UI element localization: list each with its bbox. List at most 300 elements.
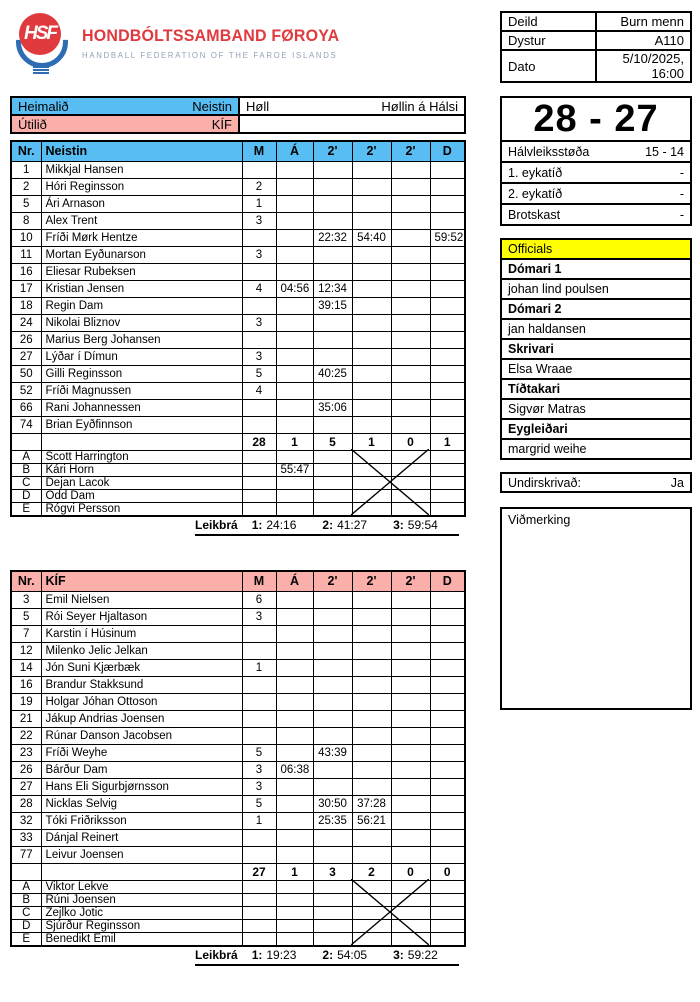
player-row-s3 (391, 778, 430, 795)
column-header-s1: 2' (313, 141, 352, 161)
bench-row-name: Odd Dam (41, 489, 242, 502)
player-row-s3 (391, 297, 430, 314)
player-row-name: Rúnar Danson Jacobsen (41, 727, 242, 744)
totals-row-s2: 1 (352, 433, 391, 450)
player-row-name: Fríði Weyhe (41, 744, 242, 761)
player-row-name: Tóki Friðriksson (41, 812, 242, 829)
player-row-name: Alex Trent (41, 212, 242, 229)
player-row-nr: 5 (11, 195, 41, 212)
player-row-s3 (391, 608, 430, 625)
period-2-time: 54:05 (337, 948, 368, 962)
official-name: margrid weihe (508, 442, 587, 456)
player-row-s3 (391, 229, 430, 246)
column-header-nr: Nr. (11, 571, 41, 591)
player-row-d (430, 314, 465, 331)
bench-row-s1 (313, 502, 352, 516)
column-header-name: KÍF (41, 571, 242, 591)
bench-row-d (430, 476, 465, 489)
bench-row-s1 (313, 880, 352, 893)
player-row-m: 3 (242, 212, 276, 229)
player-row-m: 5 (242, 795, 276, 812)
player-row-s2 (352, 744, 391, 761)
remarks-label: Viðmerking (508, 513, 571, 527)
player-row-name: Brian Eyðfinnson (41, 416, 242, 433)
player-row-name: Bárður Dam (41, 761, 242, 778)
player-row-m: 1 (242, 659, 276, 676)
player-row-nr: 27 (11, 778, 41, 795)
info-value: Burn menn (596, 12, 691, 31)
player-row-s2 (352, 297, 391, 314)
player-row-s1 (313, 625, 352, 642)
period-3-label: 3: (393, 948, 404, 962)
player-row-s3 (391, 365, 430, 382)
halftime-row (502, 142, 690, 163)
bench-row (11, 893, 465, 906)
totals-row-s3: 0 (391, 863, 430, 880)
player-row-s1: 39:15 (313, 297, 352, 314)
bench-row-s1 (313, 919, 352, 932)
player-row-s3 (391, 642, 430, 659)
player-row-d (430, 761, 465, 778)
player-row-nr: 74 (11, 416, 41, 433)
signed-label: Undirskrivað: (508, 475, 581, 490)
hall-empty-cell (239, 115, 465, 133)
official-name: johan lind poulsen (502, 280, 690, 300)
player-row-s3 (391, 212, 430, 229)
bench-row (11, 932, 465, 946)
player-row-m (242, 693, 276, 710)
bench-row (11, 476, 465, 489)
player-row-s3 (391, 659, 430, 676)
totals-row-a: 1 (276, 433, 313, 450)
info-value: 5/10/2025, 16:00 (596, 50, 691, 82)
player-row-name: Regin Dam (41, 297, 242, 314)
player-row-s1: 22:32 (313, 229, 352, 246)
period-1-label: 1: (251, 948, 263, 962)
totals-row-s2: 2 (352, 863, 391, 880)
player-row-a (276, 727, 313, 744)
roster-header-row (11, 571, 465, 591)
penalty-value: - (679, 207, 684, 222)
bench-row-s3 (391, 906, 430, 919)
player-row-s1 (313, 591, 352, 608)
player-row-s1 (313, 263, 352, 280)
leikbra-label: Leikbrá (195, 518, 238, 532)
player-row-nr: 33 (11, 829, 41, 846)
bench-row-s3 (391, 502, 430, 516)
player-row-d (430, 280, 465, 297)
player-row-m: 1 (242, 812, 276, 829)
player-row-name: Gilli Reginsson (41, 365, 242, 382)
bench-row-m (242, 476, 276, 489)
hall-label: Høll (246, 98, 270, 114)
player-row-s1: 43:39 (313, 744, 352, 761)
totals-row-a: 1 (276, 863, 313, 880)
bench-row-s3 (391, 450, 430, 463)
player-row-d (430, 846, 465, 863)
player-row-a (276, 778, 313, 795)
player-row-m: 6 (242, 591, 276, 608)
player-row-a (276, 693, 313, 710)
player-row-s3 (391, 331, 430, 348)
player-row-s2 (352, 727, 391, 744)
player-row-s2 (352, 778, 391, 795)
player-row-nr: 12 (11, 642, 41, 659)
player-row-m (242, 846, 276, 863)
player-row-s1 (313, 382, 352, 399)
player-row (11, 246, 465, 263)
player-row-s2 (352, 761, 391, 778)
player-row-nr: 27 (11, 348, 41, 365)
player-row-a (276, 710, 313, 727)
player-row-nr: 24 (11, 314, 41, 331)
player-row-nr: 18 (11, 297, 41, 314)
player-row-s1 (313, 659, 352, 676)
player-row-s1 (313, 331, 352, 348)
player-row-s1: 12:34 (313, 280, 352, 297)
column-header-s2: 2' (352, 571, 391, 591)
player-row-d (430, 608, 465, 625)
logo-basket-shape (33, 66, 49, 74)
home-row (11, 97, 465, 115)
player-row-a (276, 178, 313, 195)
player-row-m: 3 (242, 314, 276, 331)
player-row-s2 (352, 365, 391, 382)
away-roster (10, 570, 464, 966)
player-row-m (242, 399, 276, 416)
player-row-s1 (313, 761, 352, 778)
player-row (11, 178, 465, 195)
player-row-d (430, 693, 465, 710)
player-row (11, 280, 465, 297)
player-row-s2: 56:21 (352, 812, 391, 829)
player-row-m (242, 829, 276, 846)
bench-row-nr: A (11, 880, 41, 893)
bench-row-a: 55:47 (276, 463, 313, 476)
home-period-scores (195, 517, 459, 536)
halftime-label: Hálvleiksstøða (508, 144, 590, 159)
bench-row-a (276, 880, 313, 893)
player-row-name: Leivur Joensen (41, 846, 242, 863)
signed-box (500, 472, 692, 493)
player-row-m: 2 (242, 178, 276, 195)
period-2-label: 2: (322, 948, 334, 962)
match-info-table (500, 11, 692, 83)
player-row-a (276, 297, 313, 314)
official-role: Eygleiðari (502, 420, 690, 440)
column-header-a: Á (276, 141, 313, 161)
player-row-d (430, 246, 465, 263)
player-row (11, 846, 465, 863)
player-row-s3 (391, 829, 430, 846)
player-row-s3 (391, 812, 430, 829)
bench-row-d (430, 932, 465, 946)
player-row-d (430, 625, 465, 642)
player-row (11, 161, 465, 178)
player-row-nr: 50 (11, 365, 41, 382)
bench-row-m (242, 919, 276, 932)
player-row (11, 608, 465, 625)
player-row-name: Dánjal Reinert (41, 829, 242, 846)
player-row-name: Milenko Jelic Jelkan (41, 642, 242, 659)
player-row-s1 (313, 676, 352, 693)
bench-row-nr: E (11, 932, 41, 946)
player-row-name: Rói Seyer Hjaltason (41, 608, 242, 625)
player-row-nr: 5 (11, 608, 41, 625)
player-row (11, 642, 465, 659)
player-row (11, 195, 465, 212)
player-row-s2 (352, 591, 391, 608)
player-row-s3 (391, 348, 430, 365)
player-row-m: 3 (242, 348, 276, 365)
player-row-s2 (352, 710, 391, 727)
official-name: jan haldansen (502, 320, 690, 340)
bench-row-s2 (352, 463, 391, 476)
player-row-m: 4 (242, 382, 276, 399)
bench-row-s3 (391, 932, 430, 946)
bench-row-name: Sjúrður Reginsson (41, 919, 242, 932)
bench-row-name: Benedikt Emil (41, 932, 242, 946)
player-row-name: Nicklas Selvig (41, 795, 242, 812)
player-row-a (276, 795, 313, 812)
bench-row-s1 (313, 906, 352, 919)
totals-row-s1: 3 (313, 863, 352, 880)
player-row-s1 (313, 608, 352, 625)
info-row-deild (501, 12, 691, 31)
bench-row-m (242, 502, 276, 516)
info-row-dato (501, 50, 691, 82)
player-row-nr: 10 (11, 229, 41, 246)
player-row (11, 591, 465, 608)
bench-row-s2 (352, 919, 391, 932)
player-row-d (430, 744, 465, 761)
bench-row-m (242, 880, 276, 893)
player-row-d (430, 829, 465, 846)
player-row-s1 (313, 710, 352, 727)
bench-row (11, 906, 465, 919)
player-row-nr: 23 (11, 744, 41, 761)
official-role: Dómari 2 (502, 300, 690, 320)
bench-row-d (430, 463, 465, 476)
column-header-s1: 2' (313, 571, 352, 591)
player-row-s3 (391, 591, 430, 608)
info-label: Dystur (501, 31, 596, 50)
totals-row (11, 433, 465, 450)
player-row (11, 331, 465, 348)
player-row-s2 (352, 178, 391, 195)
bench-row-d (430, 919, 465, 932)
player-row (11, 212, 465, 229)
player-row-s3 (391, 727, 430, 744)
player-row-s1 (313, 846, 352, 863)
bench-row-s3 (391, 919, 430, 932)
info-value: A110 (596, 31, 691, 50)
player-row-s2: 37:28 (352, 795, 391, 812)
home-team-name: Neistin (192, 98, 232, 114)
bench-row-a (276, 932, 313, 946)
player-row-a (276, 416, 313, 433)
totals-row-name (41, 433, 242, 450)
player-row-a (276, 382, 313, 399)
column-header-d: D (430, 571, 465, 591)
column-header-a: Á (276, 571, 313, 591)
player-row-d (430, 795, 465, 812)
bench-row-a (276, 919, 313, 932)
bench-row-m (242, 906, 276, 919)
player-row-a (276, 348, 313, 365)
hall-name: Høllin á Hálsi (381, 98, 458, 114)
player-row-a: 06:38 (276, 761, 313, 778)
totals-row-nr (11, 863, 41, 880)
player-row-nr: 19 (11, 693, 41, 710)
player-row (11, 297, 465, 314)
player-row-s2 (352, 161, 391, 178)
player-row-nr: 17 (11, 280, 41, 297)
bench-row-nr: A (11, 450, 41, 463)
player-row-nr: 3 (11, 591, 41, 608)
bench-row-s3 (391, 489, 430, 502)
player-row-s1 (313, 195, 352, 212)
player-row-s2 (352, 399, 391, 416)
match-info-box (500, 11, 692, 83)
bench-row-s1 (313, 893, 352, 906)
totals-row-d: 1 (430, 433, 465, 450)
player-row-nr: 11 (11, 246, 41, 263)
player-row-d (430, 365, 465, 382)
overtime2-label: 2. eykatíð (508, 186, 563, 201)
info-row-dystur (501, 31, 691, 50)
player-row (11, 659, 465, 676)
player-row (11, 382, 465, 399)
player-row-s2 (352, 676, 391, 693)
player-row-s3 (391, 625, 430, 642)
bench-row-s2 (352, 502, 391, 516)
player-row-s1 (313, 727, 352, 744)
player-row-s1 (313, 642, 352, 659)
player-row-nr: 7 (11, 625, 41, 642)
player-row-m (242, 331, 276, 348)
bench-row-s3 (391, 880, 430, 893)
info-label: Dato (501, 50, 596, 82)
column-header-nr: Nr. (11, 141, 41, 161)
player-row-s1 (313, 246, 352, 263)
column-header-s3: 2' (391, 571, 430, 591)
column-header-s3: 2' (391, 141, 430, 161)
player-row (11, 416, 465, 433)
player-row-a (276, 263, 313, 280)
player-row-d (430, 727, 465, 744)
player-row-s2 (352, 693, 391, 710)
player-row-d (430, 416, 465, 433)
bench-row-name: Rógvi Persson (41, 502, 242, 516)
bench-row-m (242, 489, 276, 502)
player-row-d (430, 642, 465, 659)
player-row-m: 1 (242, 195, 276, 212)
player-row-nr: 21 (11, 710, 41, 727)
player-row-m (242, 676, 276, 693)
bench-row-nr: C (11, 906, 41, 919)
bench-row-a (276, 893, 313, 906)
bench-row-d (430, 880, 465, 893)
player-row-m (242, 297, 276, 314)
player-row-name: Brandur Stakksund (41, 676, 242, 693)
player-row-s1 (313, 416, 352, 433)
player-row-a (276, 608, 313, 625)
player-row-name: Mikkjal Hansen (41, 161, 242, 178)
overtime1-label: 1. eykatíð (508, 165, 563, 180)
penalty-label: Brotskast (508, 207, 561, 222)
player-row-s3 (391, 676, 430, 693)
player-row-s1: 35:06 (313, 399, 352, 416)
player-row (11, 348, 465, 365)
player-row-a (276, 642, 313, 659)
totals-row-d: 0 (430, 863, 465, 880)
bench-row-s2 (352, 893, 391, 906)
player-row-m: 3 (242, 778, 276, 795)
bench-row (11, 450, 465, 463)
player-row-d (430, 331, 465, 348)
overtime1-value: - (679, 165, 684, 180)
player-row-a (276, 829, 313, 846)
bench-row-name: Rúni Joensen (41, 893, 242, 906)
player-row-name: Eliesar Rubeksen (41, 263, 242, 280)
player-row-a: 04:56 (276, 280, 313, 297)
logo-ball: HSF (19, 13, 61, 55)
official-name: Sigvør Matras (502, 400, 690, 420)
player-row-a (276, 591, 313, 608)
home-label: Heimalið (18, 98, 69, 114)
column-header-m: M (242, 571, 276, 591)
player-row-name: Lýðar í Dímun (41, 348, 242, 365)
column-header-m: M (242, 141, 276, 161)
federation-subtitle: HANDBALL FEDERATION OF THE FAROE ISLANDS (82, 51, 338, 60)
player-row-name: Hóri Reginsson (41, 178, 242, 195)
player-row (11, 365, 465, 382)
player-row-s2 (352, 314, 391, 331)
totals-row (11, 863, 465, 880)
player-row-a (276, 676, 313, 693)
player-row (11, 795, 465, 812)
official-role: Skrivari (502, 340, 690, 360)
bench-row-m (242, 932, 276, 946)
player-row-s1 (313, 778, 352, 795)
player-row-s3 (391, 280, 430, 297)
bench-row-name: Dejan Lacok (41, 476, 242, 489)
player-row-name: Nikolai Bliznov (41, 314, 242, 331)
bench-row (11, 880, 465, 893)
player-row-s3 (391, 246, 430, 263)
player-row-a (276, 331, 313, 348)
bench-row-name: Scott Harrington (41, 450, 242, 463)
home-roster-table (10, 140, 466, 517)
score-box (500, 96, 692, 226)
roster-header-row (11, 141, 465, 161)
player-row (11, 744, 465, 761)
bench-row-a (276, 476, 313, 489)
player-row (11, 676, 465, 693)
bench-row-name: Kári Horn (41, 463, 242, 476)
halftime-value: 15 - 14 (645, 144, 684, 159)
bench-row-nr: B (11, 463, 41, 476)
player-row (11, 693, 465, 710)
bench-row-s2 (352, 880, 391, 893)
away-team-cell (11, 115, 239, 133)
player-row-s1 (313, 178, 352, 195)
player-row (11, 399, 465, 416)
official-name: Elsa Wraae (502, 360, 690, 380)
player-row-nr: 22 (11, 727, 41, 744)
bench-row-d (430, 450, 465, 463)
